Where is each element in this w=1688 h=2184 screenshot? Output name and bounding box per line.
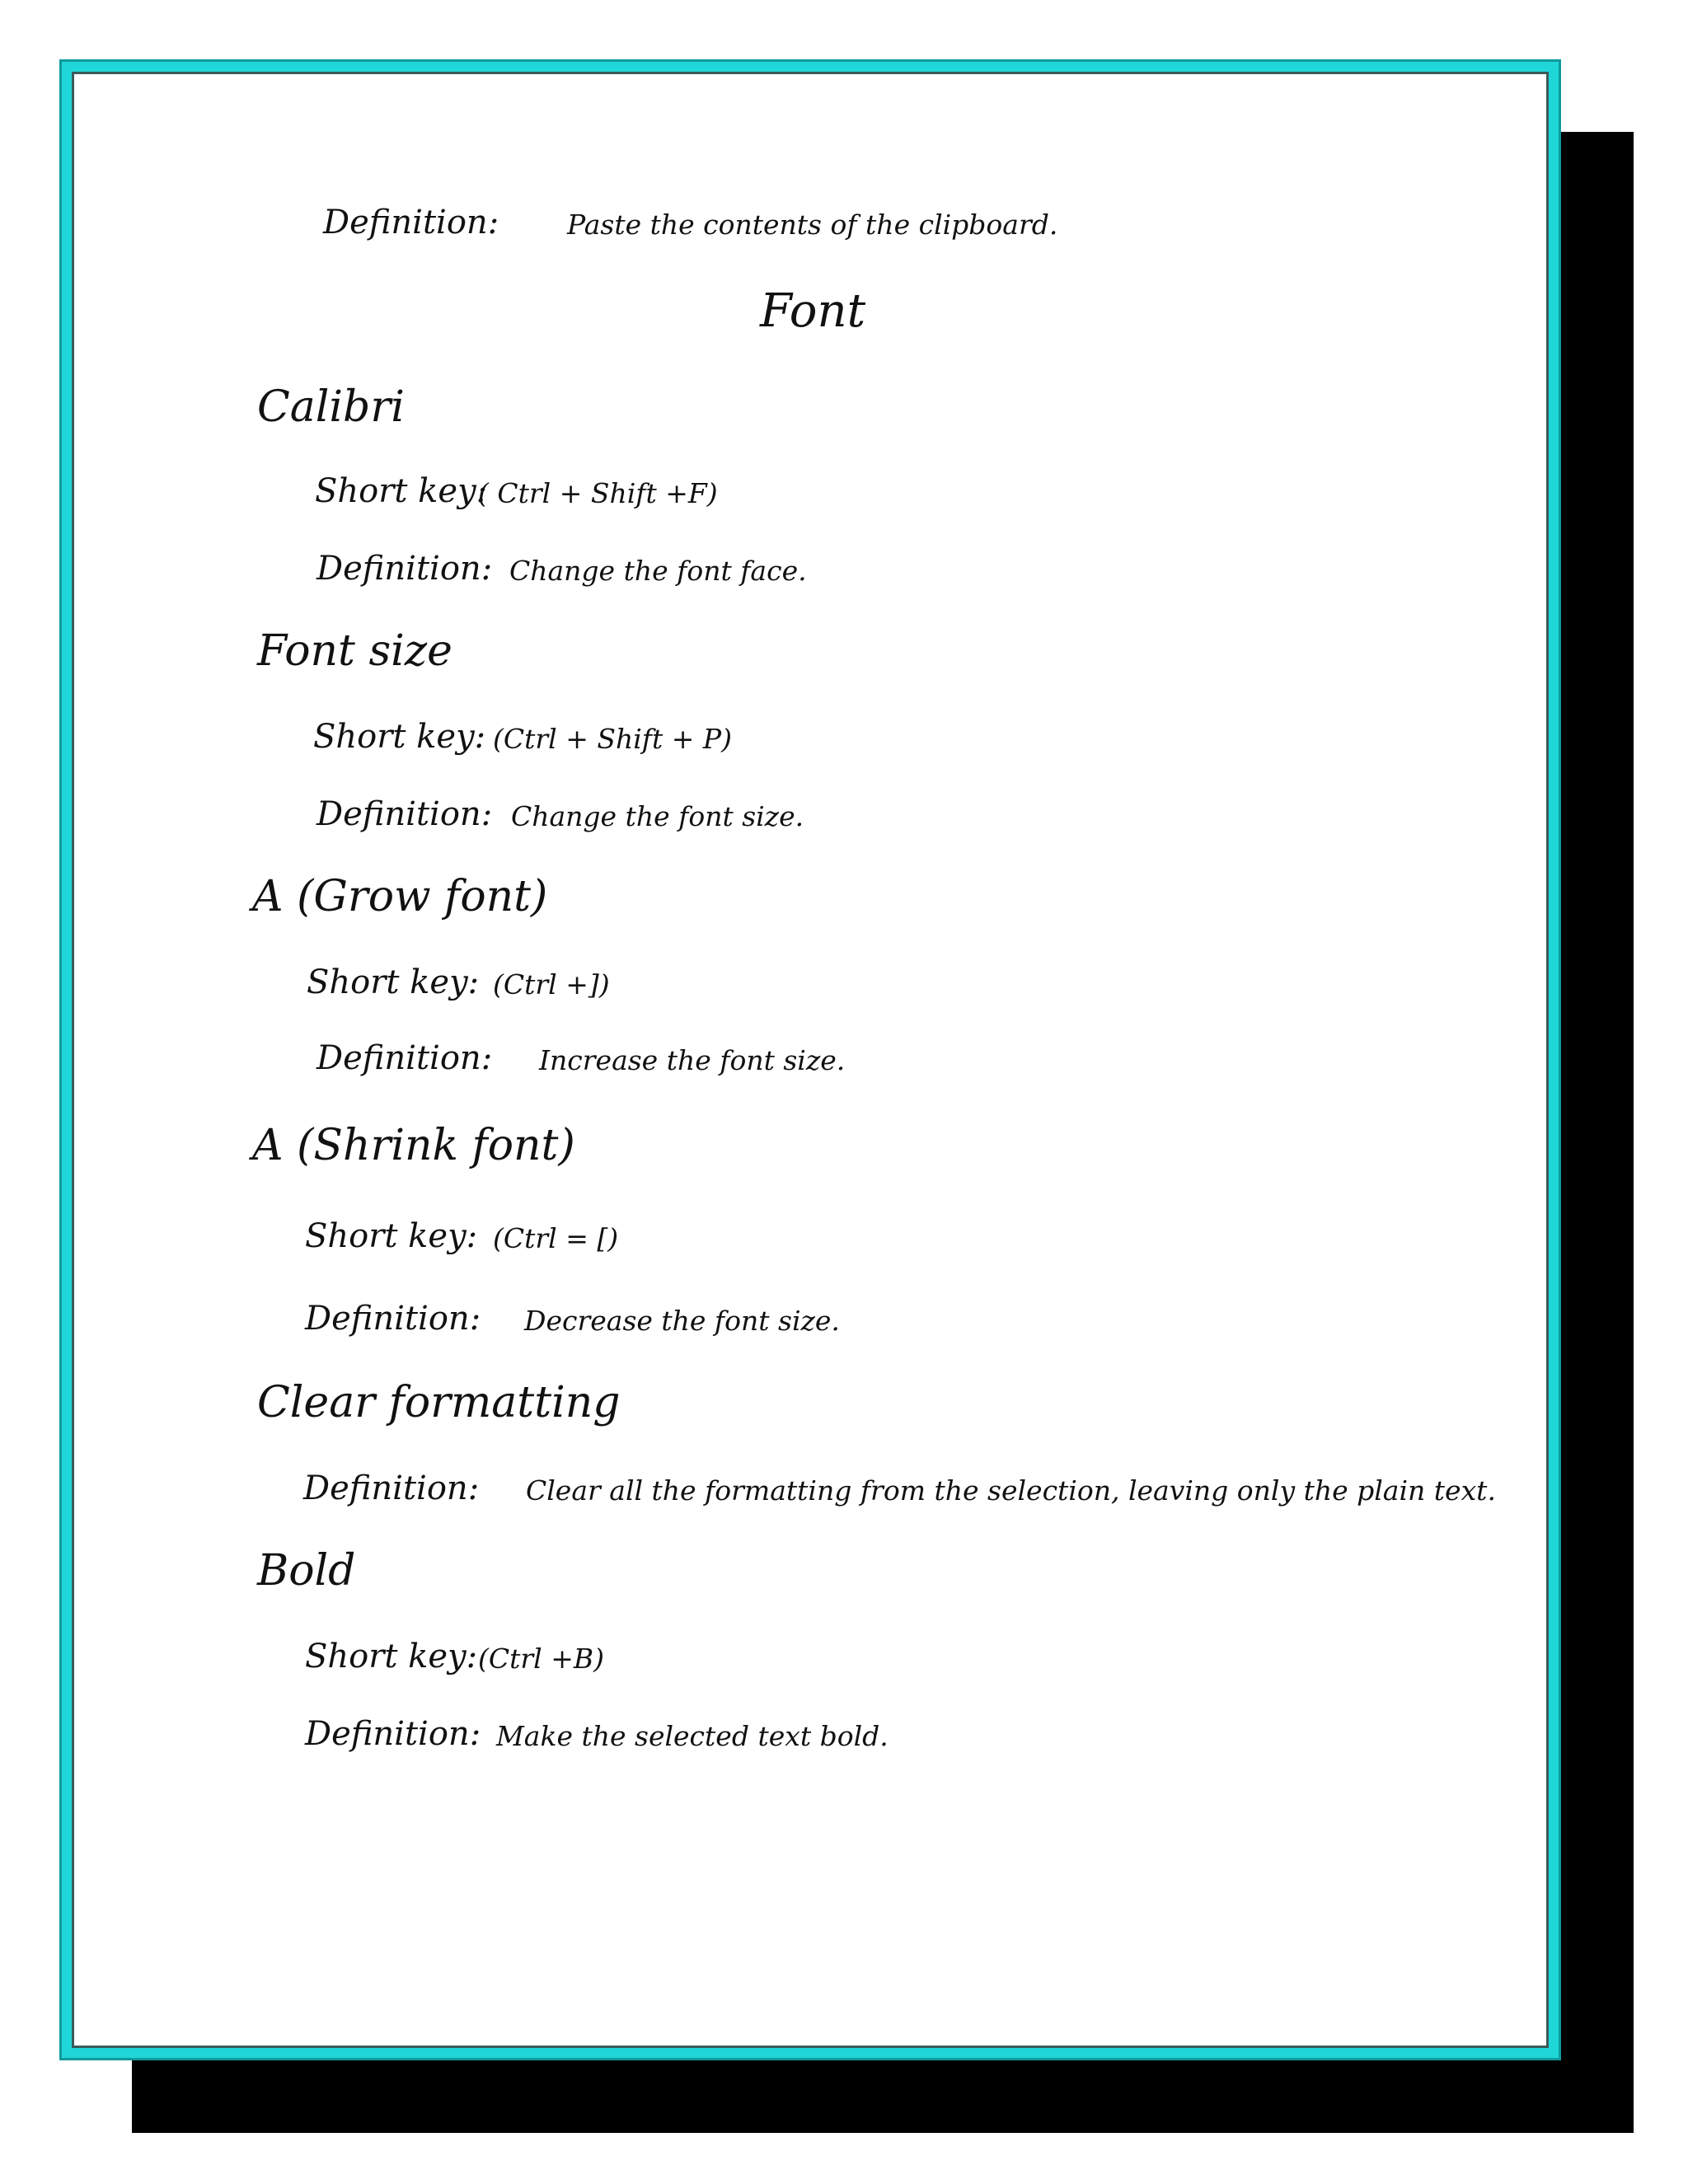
definition-label: Definition: [316,1039,493,1077]
short-key-value: ( Ctrl + Shift +F) [478,477,718,509]
definition-text: Decrease the font size. [524,1305,840,1337]
entry-title-bold: Bold [257,1546,356,1596]
definition-label: Definition: [305,1715,481,1753]
definition-text: Change the font size. [511,800,804,832]
short-key-label: Short key: [305,1638,478,1675]
definition-label: Definition: [316,550,493,588]
entry-title-calibri: Calibri [257,382,405,432]
definition-label: Definition: [303,1469,480,1507]
section-title: Font [760,284,866,338]
entry-title-grow-font: A (Grow font) [252,872,548,921]
short-key-label: Short key: [313,718,486,756]
short-key-label: Short key: [305,1217,478,1255]
short-key-value: (Ctrl +]) [493,968,610,1001]
short-key-value: (Ctrl +B) [478,1643,604,1675]
definition-text: Change the font face. [509,555,807,587]
definition-label: Definition: [316,795,493,833]
definition-label: Definition: [305,1300,481,1338]
short-key-value: (Ctrl + Shift + P) [493,723,732,755]
short-key-value: (Ctrl = [) [493,1222,619,1254]
intro-definition-text: Paste the contents of the clipboard. [567,209,1058,241]
entry-title-font-size: Font size [257,626,452,676]
short-key-label: Short key: [307,963,480,1001]
definition-text: Make the selected text bold. [496,1720,889,1752]
definition-text: Increase the font size. [539,1044,846,1076]
short-key-label: Short key: [315,472,488,510]
intro-definition-label: Definition: [323,204,499,241]
entry-title-clear-formatting: Clear formatting [257,1378,621,1427]
entry-title-shrink-font: A (Shrink font) [252,1121,575,1170]
definition-text: Clear all the formatting from the selection, leaving only the plain text. [526,1474,1496,1507]
